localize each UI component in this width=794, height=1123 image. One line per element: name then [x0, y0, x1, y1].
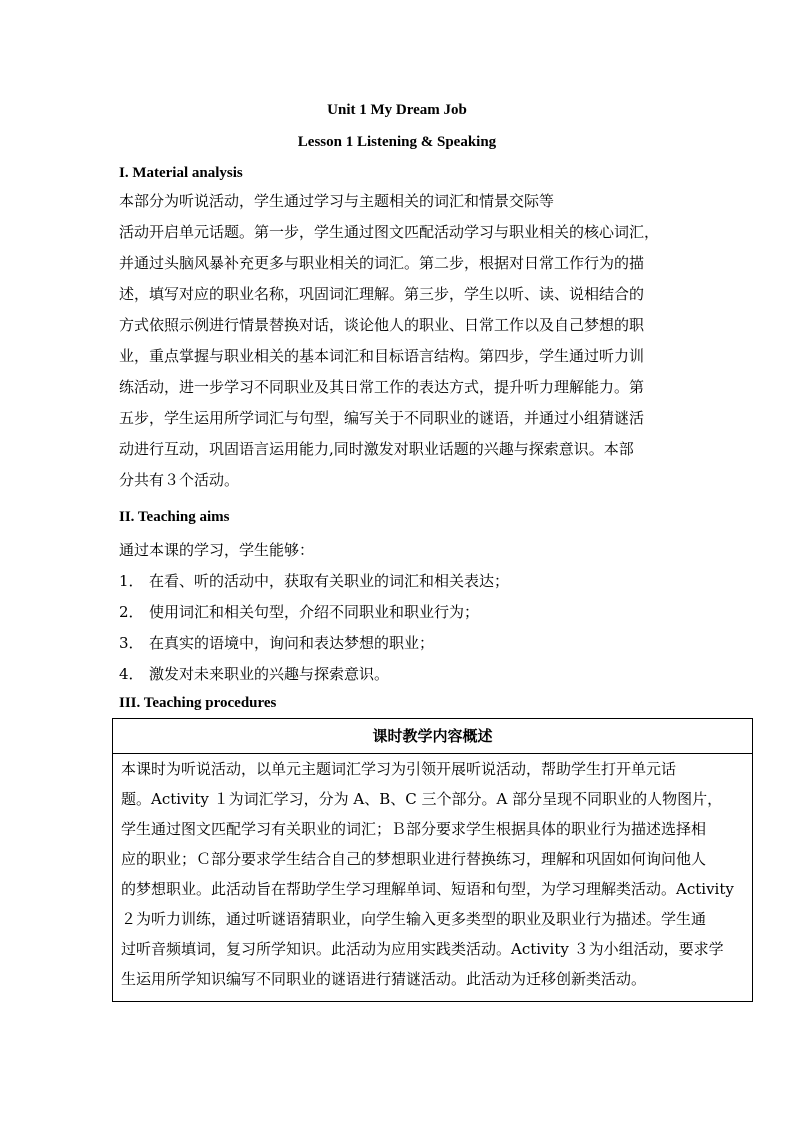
table-line: 学生通过图文匹配学习有关职业的词汇；Ｂ部分要求学生根据具体的职业行为描述选择相	[121, 820, 707, 838]
table-line: 的梦想职业。此活动旨在帮助学生学习理解单词、短语和句型，为学习理解类活动。Activity	[121, 880, 734, 898]
list-item-text: 激发对未来职业的兴趣与探索意识。	[149, 665, 390, 683]
list-item-number: 2．	[119, 603, 144, 621]
unit-title: Unit 1 My Dream Job	[327, 102, 467, 118]
paragraph-line: 业，重点掌握与职业相关的基本词汇和目标语言结构。第四步，学生通过听力训	[119, 347, 645, 365]
material-analysis-heading: I. Material analysis	[119, 165, 243, 181]
teaching-aims-list	[119, 566, 509, 690]
list-item	[119, 566, 509, 597]
list-item-number: 3．	[119, 634, 144, 652]
paragraph-line: 方式依照示例进行情景替换对话，谈论他人的职业、日常工作以及自己梦想的职	[119, 316, 645, 334]
list-item-text: 在真实的语境中，询问和表达梦想的职业；	[149, 634, 435, 652]
table-line: ２为听力训练，通过听谜语猜职业，向学生输入更多类型的职业及职业行为描述。学生通	[121, 910, 707, 928]
paragraph-line: 述，填写对应的职业名称，巩固词汇理解。第三步，学生以听、读、说相结合的	[119, 285, 645, 303]
material-analysis-paragraph	[119, 186, 675, 496]
paragraph-line: 练活动，进一步学习不同职业及其日常工作的表达方式，提升听力理解能力。第	[119, 378, 645, 396]
list-item-number: 1．	[119, 572, 144, 590]
lesson-overview-table	[112, 718, 753, 1002]
table-line: 过听音频填词，复习所学知识。此活动为应用实践类活动。Activity ３为小组活动，要求学	[121, 940, 724, 958]
teaching-procedures-heading: III. Teaching procedures	[119, 695, 277, 711]
table-line: 题。Activity １为词汇学习，分为 A、B、C 三个部分。A 部分呈现不同职业的人物图片，	[121, 790, 723, 808]
paragraph-line: 活动开启单元话题。第一步，学生通过图文匹配活动学习与职业相关的核心词汇，	[119, 223, 660, 241]
paragraph-line: 五步，学生运用所学词汇与句型，编写关于不同职业的谜语，并通过小组猜谜活	[119, 409, 645, 427]
list-item-text: 使用词汇和相关句型，介绍不同职业和职业行为；	[149, 603, 480, 621]
lesson-overview-content	[113, 754, 752, 994]
paragraph-line: 分共有３个活动。	[119, 471, 240, 489]
table-line: 生运用所学知识编写不同职业的谜语进行猜谜活动。此活动为迁移创新类活动。	[121, 970, 647, 988]
paragraph-line: 动进行互动，巩固语言运用能力,同时激发对职业话题的兴趣与探索意识。本部	[119, 440, 634, 458]
list-item	[119, 659, 509, 690]
teaching-aims-intro: 通过本课的学习，学生能够：	[119, 541, 315, 559]
list-item-number: 4．	[119, 665, 144, 683]
list-item	[119, 628, 509, 659]
table-line: 应的职业；Ｃ部分要求学生结合自己的梦想职业进行替换练习，理解和巩固如何询问他人	[121, 850, 707, 868]
list-item-text: 在看、听的活动中，获取有关职业的词汇和相关表达；	[149, 572, 510, 590]
list-item	[119, 597, 509, 628]
lesson-overview-title: 课时教学内容概述	[113, 719, 752, 754]
paragraph-line: 并通过头脑风暴补充更多与职业相关的词汇。第二步，根据对日常工作行为的描	[119, 254, 645, 272]
teaching-aims-heading: II. Teaching aims	[119, 509, 230, 525]
lesson-title: Lesson 1 Listening & Speaking	[297, 134, 497, 150]
table-line: 本课时为听说活动，以单元主题词汇学习为引领开展听说活动，帮助学生打开单元话	[121, 760, 677, 778]
paragraph-line: 本部分为听说活动，学生通过学习与主题相关的词汇和情景交际等	[119, 192, 555, 210]
